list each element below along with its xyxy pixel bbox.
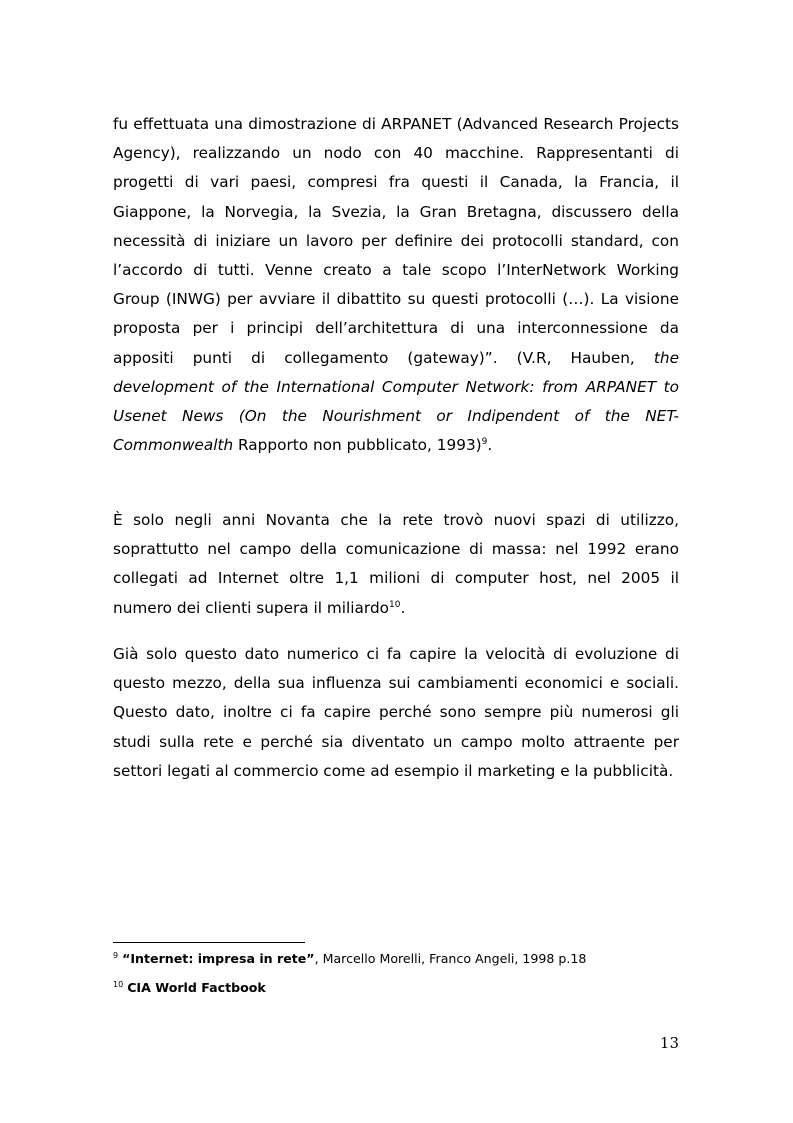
paragraph-text: È solo negli anni Novanta che la rete trovò nuovi spazi di utilizzo, soprattutto nel campo della comunicazione di massa: nel 1992 erano collegati ad Internet oltre 1,1 milioni di computer host, nel 2005 il numero dei clienti supera il miliardo: [113, 511, 679, 617]
paragraph-text: Già solo questo dato numerico ci fa capire la velocità di evoluzione di questo mezzo, della sua influenza sui cambiamenti economici e sociali. Questo dato, inoltre ci fa capire perché sono sempre più numerosi gli studi sulla rete e perché sia diventato un campo molto attraente per settori legati al commercio come ad esempio il marketing e la pubblicità.: [113, 645, 679, 780]
paragraph-text: .: [487, 436, 493, 455]
footnote-9: [113, 951, 679, 967]
paragraph-dato-numerico: [113, 640, 679, 786]
footnote-number: 10: [113, 980, 124, 989]
footnote-title: “Internet: impresa in rete”: [122, 951, 315, 966]
paragraph-novanta: [113, 506, 679, 623]
footnote-ref-9: 9: [481, 437, 488, 448]
page-number: 13: [659, 1034, 679, 1052]
paragraph-text: fu effettuata una dimostrazione di ARPANET (Advanced Research Projects Agency), realizzando un nodo con 40 macchine. Rappresentanti di progetti di vari paesi, compresi fra questi il Canada, la Francia, il Giappone, la Norvegia, la Svezia, la Gran Bretagna, discussero della necessità di iniziare un lavoro per definire dei protocolli standard, con l’accordo di tutti. Venne creato a tale scopo l’InterNetwork Working Group (INWG) per avviare il dibattito su questi protocolli (…). La visione proposta per i principi dell’architettura di una interconnessione da appositi punti di collegamento (gateway)”. (V.R, Hauben,: [113, 115, 679, 367]
citation-title: the development of the International Computer Network: from ARPANET to Usenet News (On the Nourishment or Indipendent of the NET- Commonwealth: [113, 348, 679, 455]
footnote-text: , Marcello Morelli, Franco Angeli, 1998 p.18: [314, 951, 587, 966]
footnote-number: 9: [113, 951, 119, 960]
footnote-title: CIA World Factbook: [127, 980, 266, 995]
paragraph-text: Rapporto non pubblicato, 1993): [233, 436, 482, 455]
footnote-ref-10: 10: [389, 599, 401, 610]
footnote-10: [113, 980, 679, 996]
footnote-separator: [113, 942, 305, 943]
paragraph-text: .: [400, 598, 406, 617]
paragraph-arpanet: [113, 110, 679, 460]
